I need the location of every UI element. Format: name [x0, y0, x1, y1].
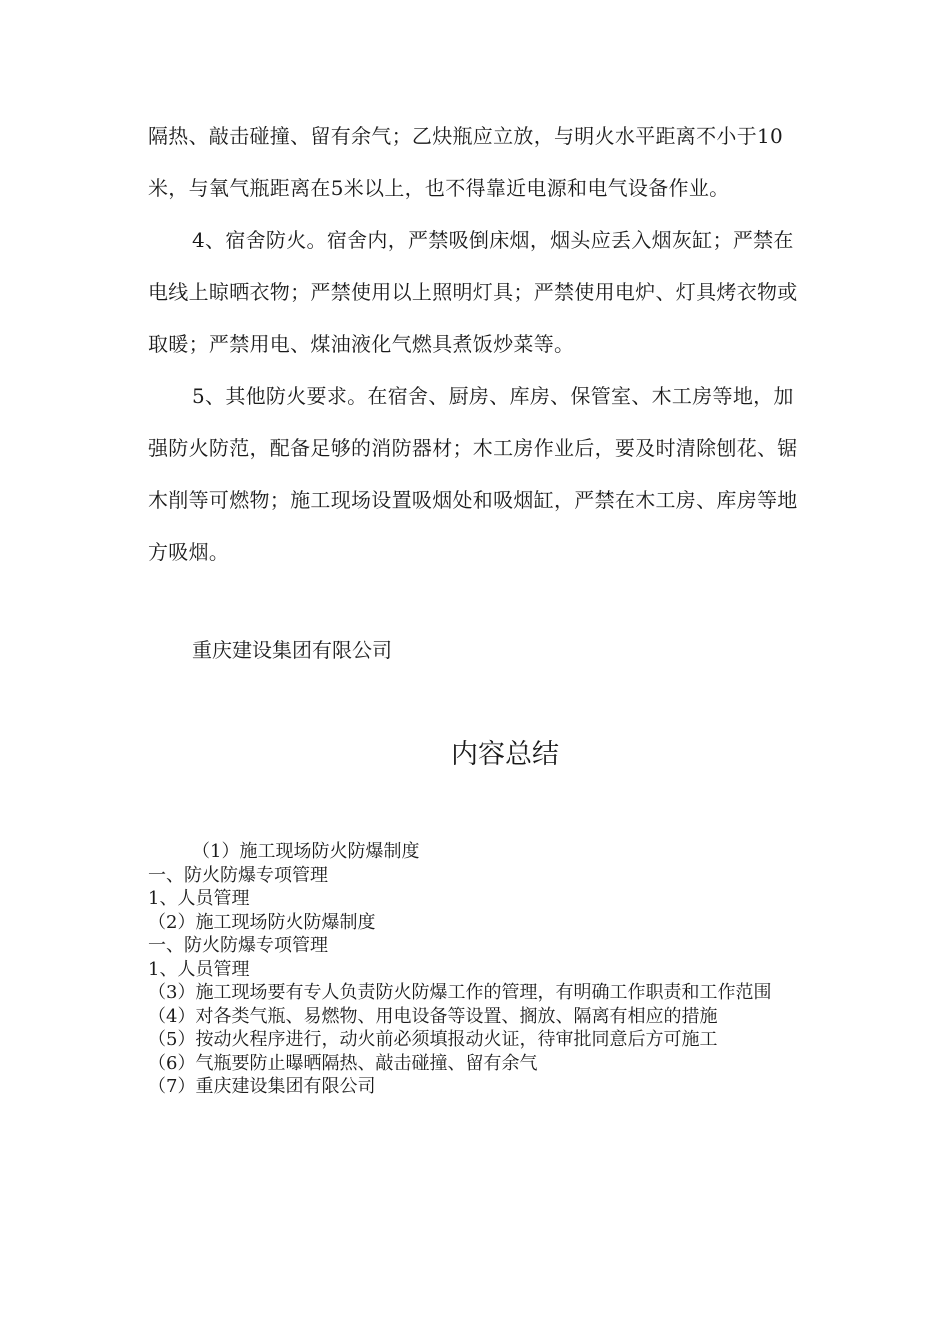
- summary-line: （2）施工现场防火防爆制度: [148, 911, 376, 933]
- paragraph-dormitory-fire: 4、宿舍防火。宿舍内，严禁吸倒床烟，烟头应丢入烟灰缸；严禁在电线上晾晒衣物；严禁使用以上照明灯具；严禁使用电炉、灯具烤衣物或取暖；严禁用电、煤油液化气燃具煮饭炒菜等。: [148, 228, 798, 356]
- summary-line: （7）重庆建设集团有限公司: [148, 1076, 376, 1097]
- summary-line: （3）施工现场要有专人负责防火防爆工作的管理，有明确工作职责和工作范围: [148, 982, 772, 1003]
- body-text: [148, 110, 808, 578]
- paragraph-other-fire-requirements: 5、其他防火要求。在宿舍、厨房、库房、保管室、木工房等地，加强防火防范，配备足够的消防器材；木工房作业后，要及时清除刨花、锯木削等可燃物；施工现场设置吸烟处和吸烟缸，严禁在木工房、库房等地方吸烟。: [148, 384, 798, 564]
- summary-line: 1、人员管理: [148, 958, 250, 980]
- summary-line: （6）气瓶要防止曝晒隔热、敲击碰撞、留有余气: [148, 1052, 538, 1074]
- summary-line: （4）对各类气瓶、易燃物、用电设备等设置、搁放、隔离有相应的措施: [148, 1005, 718, 1027]
- summary-line: 一、防火防爆专项管理: [148, 864, 328, 886]
- summary-title: 内容总结: [451, 739, 559, 770]
- summary-line: （1）施工现场防火防爆制度: [192, 841, 420, 862]
- summary-line: 一、防火防爆专项管理: [148, 935, 328, 956]
- summary-list: [148, 840, 808, 1099]
- company-signature: 重庆建设集团有限公司: [192, 638, 392, 662]
- summary-line: （5）按动火程序进行，动火前必须填报动火证，待审批同意后方可施工: [148, 1029, 718, 1050]
- summary-line: 1、人员管理: [148, 888, 250, 909]
- paragraph-gas-cylinder-continued: 隔热、敲击碰撞、留有余气；乙炔瓶应立放，与明火水平距离不小于10米，与氧气瓶距离在5米以上，也不得靠近电源和电气设备作业。: [148, 124, 784, 200]
